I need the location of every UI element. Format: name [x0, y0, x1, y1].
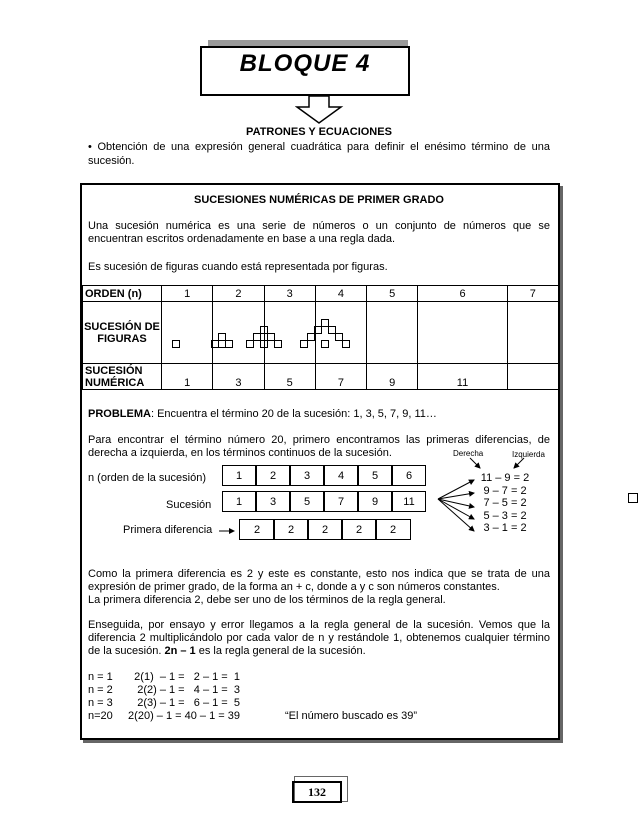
- numeric-header: SUCESIÓN NUMÉRICA: [83, 364, 162, 390]
- n-label: n (orden de la sucesión): [88, 472, 207, 484]
- numeric-cell: 9: [367, 364, 418, 390]
- difference-cell: 2: [307, 519, 343, 540]
- numeric-cell: 3: [213, 364, 264, 390]
- numeric-cell: 5: [264, 364, 315, 390]
- difference-cell: 2: [273, 519, 309, 540]
- difference-calc: 7 – 5 = 2: [483, 497, 527, 509]
- difference-calc: 11 – 9 = 2: [480, 472, 530, 484]
- rule-term-paragraph: La primera diferencia 2, debe ser uno de los términos de la regla general.: [88, 594, 446, 606]
- check-row: n = 2 2(2) – 1 = 4 – 1 = 3: [88, 684, 240, 696]
- order-cell: 2: [213, 286, 264, 302]
- sequence-cell: 7: [324, 491, 358, 512]
- numeric-cell: 1: [162, 364, 213, 390]
- order-cell: 7: [507, 286, 558, 302]
- order-cell: 5: [367, 286, 418, 302]
- block-title: BLOQUE 4: [239, 50, 371, 77]
- difference-cell: 2: [239, 519, 275, 540]
- differences-paragraph: Para encontrar el término número 20, primero encontramos las primeras diferencias, de derecha a izquierda, en los términos continuos de la sucesión.: [88, 434, 550, 459]
- conclusion-paragraph: Como la primera diferencia es 2 y este es constante, esto nos indica que se trata de una expresión de primer grado, de la forma an + c, donde a y c son números constantes.: [88, 568, 550, 593]
- box-title: SUCESIONES NUMÉRICAS DE PRIMER GRADO: [194, 194, 444, 206]
- izquierda-label: Izquierda: [512, 450, 545, 459]
- sequence-cell: 1: [222, 491, 256, 512]
- order-cell: 6: [418, 286, 507, 302]
- definition-paragraph: Una sucesión numérica es una serie de números o un conjunto de números que se encuentran escritos ordenadamente en base a una regla dada.: [88, 220, 550, 245]
- difference-calc: 5 – 3 = 2: [483, 509, 527, 522]
- figures-header: SUCESIÓN DE FIGURAS: [83, 302, 162, 364]
- n-cell: 3: [290, 465, 324, 486]
- trial-error-text: Enseguida, por ensayo y error llegamos a la regla general de la sucesión. Vemos que la diferencia 2 multiplicándolo por cada valor de n y restándole 1, obtenemos cualquier término de la sucesión.: [88, 619, 550, 657]
- n-cell: 1: [222, 465, 256, 486]
- numeric-cell: 7: [315, 364, 366, 390]
- sequence-cell: 9: [358, 491, 392, 512]
- difference-calc: 9 – 7 = 2: [483, 484, 527, 497]
- difference-calc: 3 – 1 = 2: [483, 522, 527, 534]
- n-cell: 2: [256, 465, 290, 486]
- answer-text: “El número buscado es 39”: [285, 710, 418, 722]
- derecha-label: Derecha: [453, 449, 484, 458]
- sequence-cell: 5: [290, 491, 324, 512]
- n-cell: 4: [324, 465, 358, 486]
- n-cell: 6: [392, 465, 426, 486]
- numeric-cell: 11: [418, 364, 507, 390]
- order-cell: 3: [264, 286, 315, 302]
- order-header: ORDEN (n): [83, 286, 162, 302]
- difference-cell: 2: [341, 519, 377, 540]
- sequence-label: Sucesión: [166, 499, 212, 511]
- rule-suffix: es la regla general de la sucesión.: [195, 645, 366, 657]
- difference-cell: 2: [375, 519, 411, 540]
- problem-label: PROBLEMA: [88, 408, 151, 420]
- check-row: n = 1 2(1) – 1 = 2 – 1 = 1: [88, 671, 240, 683]
- trial-error-paragraph: [88, 619, 550, 658]
- order-cell: 4: [315, 286, 366, 302]
- sequence-cell: 11: [392, 491, 426, 512]
- check-row: n=20 2(20) – 1 = 40 – 1 = 39: [88, 710, 240, 722]
- intro-bullet: • Obtención de una expresión general cuadrática para definir el enésimo término de una sucesión.: [88, 141, 550, 167]
- check-row: n = 3 2(3) – 1 = 6 – 1 = 5: [88, 697, 240, 709]
- margin-square: [628, 493, 638, 503]
- problem-text: : Encuentra el término 20 de la sucesión: 1, 3, 5, 7, 9, 11…: [150, 408, 437, 420]
- section-title: PATRONES Y ECUACIONES: [246, 126, 392, 138]
- first-difference-label: Primera diferencia: [123, 524, 213, 536]
- n-cell: 5: [358, 465, 392, 486]
- sequence-cell: 3: [256, 491, 290, 512]
- order-cell: 1: [162, 286, 213, 302]
- figures-paragraph: Es sucesión de figuras cuando está representada por figuras.: [88, 261, 388, 273]
- page-number: 132: [292, 781, 342, 803]
- general-rule: 2n – 1: [164, 645, 196, 657]
